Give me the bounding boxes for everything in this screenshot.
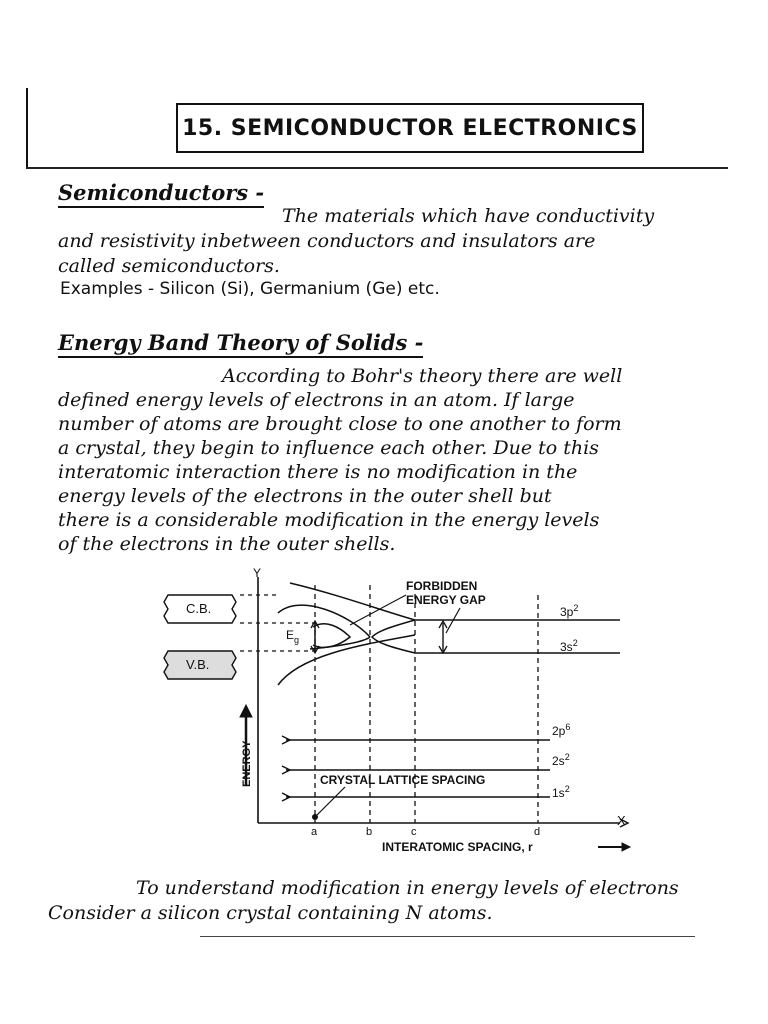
text-line: energy levels of the electrons in the outer shell but: [58, 485, 552, 507]
tick-b: b: [366, 826, 373, 838]
text-line: According to Bohr's theory there are well: [222, 365, 623, 387]
bottom-rule: [200, 936, 695, 937]
chapter-title: 15. SEMICONDUCTOR ELECTRONICS: [176, 103, 644, 153]
outer-band-curve-top: [290, 583, 415, 620]
level-1s-label: $1s^2$: [552, 784, 570, 800]
text-line: called semiconductors.: [58, 255, 280, 277]
forbidden-label-1: FORBIDDEN: [406, 579, 478, 593]
text-line: of the electrons in the outer shells.: [58, 533, 396, 555]
eg-label: $E_g$: [286, 628, 300, 645]
tick-d: d: [534, 826, 541, 838]
cb-label: C.B.: [186, 601, 212, 616]
heading-semiconductors: Semiconductors -: [58, 180, 264, 205]
lattice-pointer: [315, 787, 345, 817]
text-line: defined energy levels of electrons in an atom. If large: [58, 389, 575, 411]
level-2s-label: $2s^2$: [552, 752, 570, 768]
header-rule: [26, 167, 728, 169]
text-line: there is a considerable modification in the energy levels: [58, 509, 600, 531]
energy-band-diagram: [150, 565, 640, 860]
tick-c: c: [411, 826, 417, 838]
vb-label: V.B.: [186, 657, 210, 672]
level-2p-label: $2p^6$: [552, 722, 571, 738]
text-line: Consider a silicon crystal containing N atoms.: [48, 902, 493, 924]
heading-energy-band: Energy Band Theory of Solids -: [58, 330, 423, 355]
lattice-spacing-label: CRYSTAL LATTICE SPACING: [320, 773, 486, 787]
interatomic-spacing-label: INTERATOMIC SPACING, r: [382, 840, 533, 854]
text-line: a crystal, they begin to influence each other. Due to this: [58, 437, 599, 459]
x-axis-label: X: [617, 813, 626, 828]
level-3s-label: $3s^2$: [560, 638, 578, 654]
examples-line: Examples - Silicon (Si), Germanium (Ge) etc.: [60, 279, 440, 299]
text-line: To understand modification in energy levels of electrons: [136, 877, 679, 899]
lattice-point: [313, 815, 318, 820]
energy-arrowhead: [240, 705, 252, 717]
energy-axis-label: ENERGY: [241, 740, 253, 787]
tick-a: a: [311, 826, 318, 838]
r-arrowhead: [622, 843, 630, 851]
y-axis-label: Y: [253, 566, 262, 580]
left-margin-rule: [26, 88, 28, 168]
forbidden-label-leader: [350, 595, 406, 625]
text-line: number of atoms are brought close to one another to form: [58, 413, 622, 435]
text-line: and resistivity inbetween conductors and insulators are: [58, 230, 596, 252]
text-line: interatomic interaction there is no modification in the: [58, 461, 578, 483]
text-line: The materials which have conductivity: [282, 205, 655, 227]
forbidden-label-2: ENERGY GAP: [406, 593, 486, 607]
level-3p-label: $3p^2$: [560, 603, 579, 619]
